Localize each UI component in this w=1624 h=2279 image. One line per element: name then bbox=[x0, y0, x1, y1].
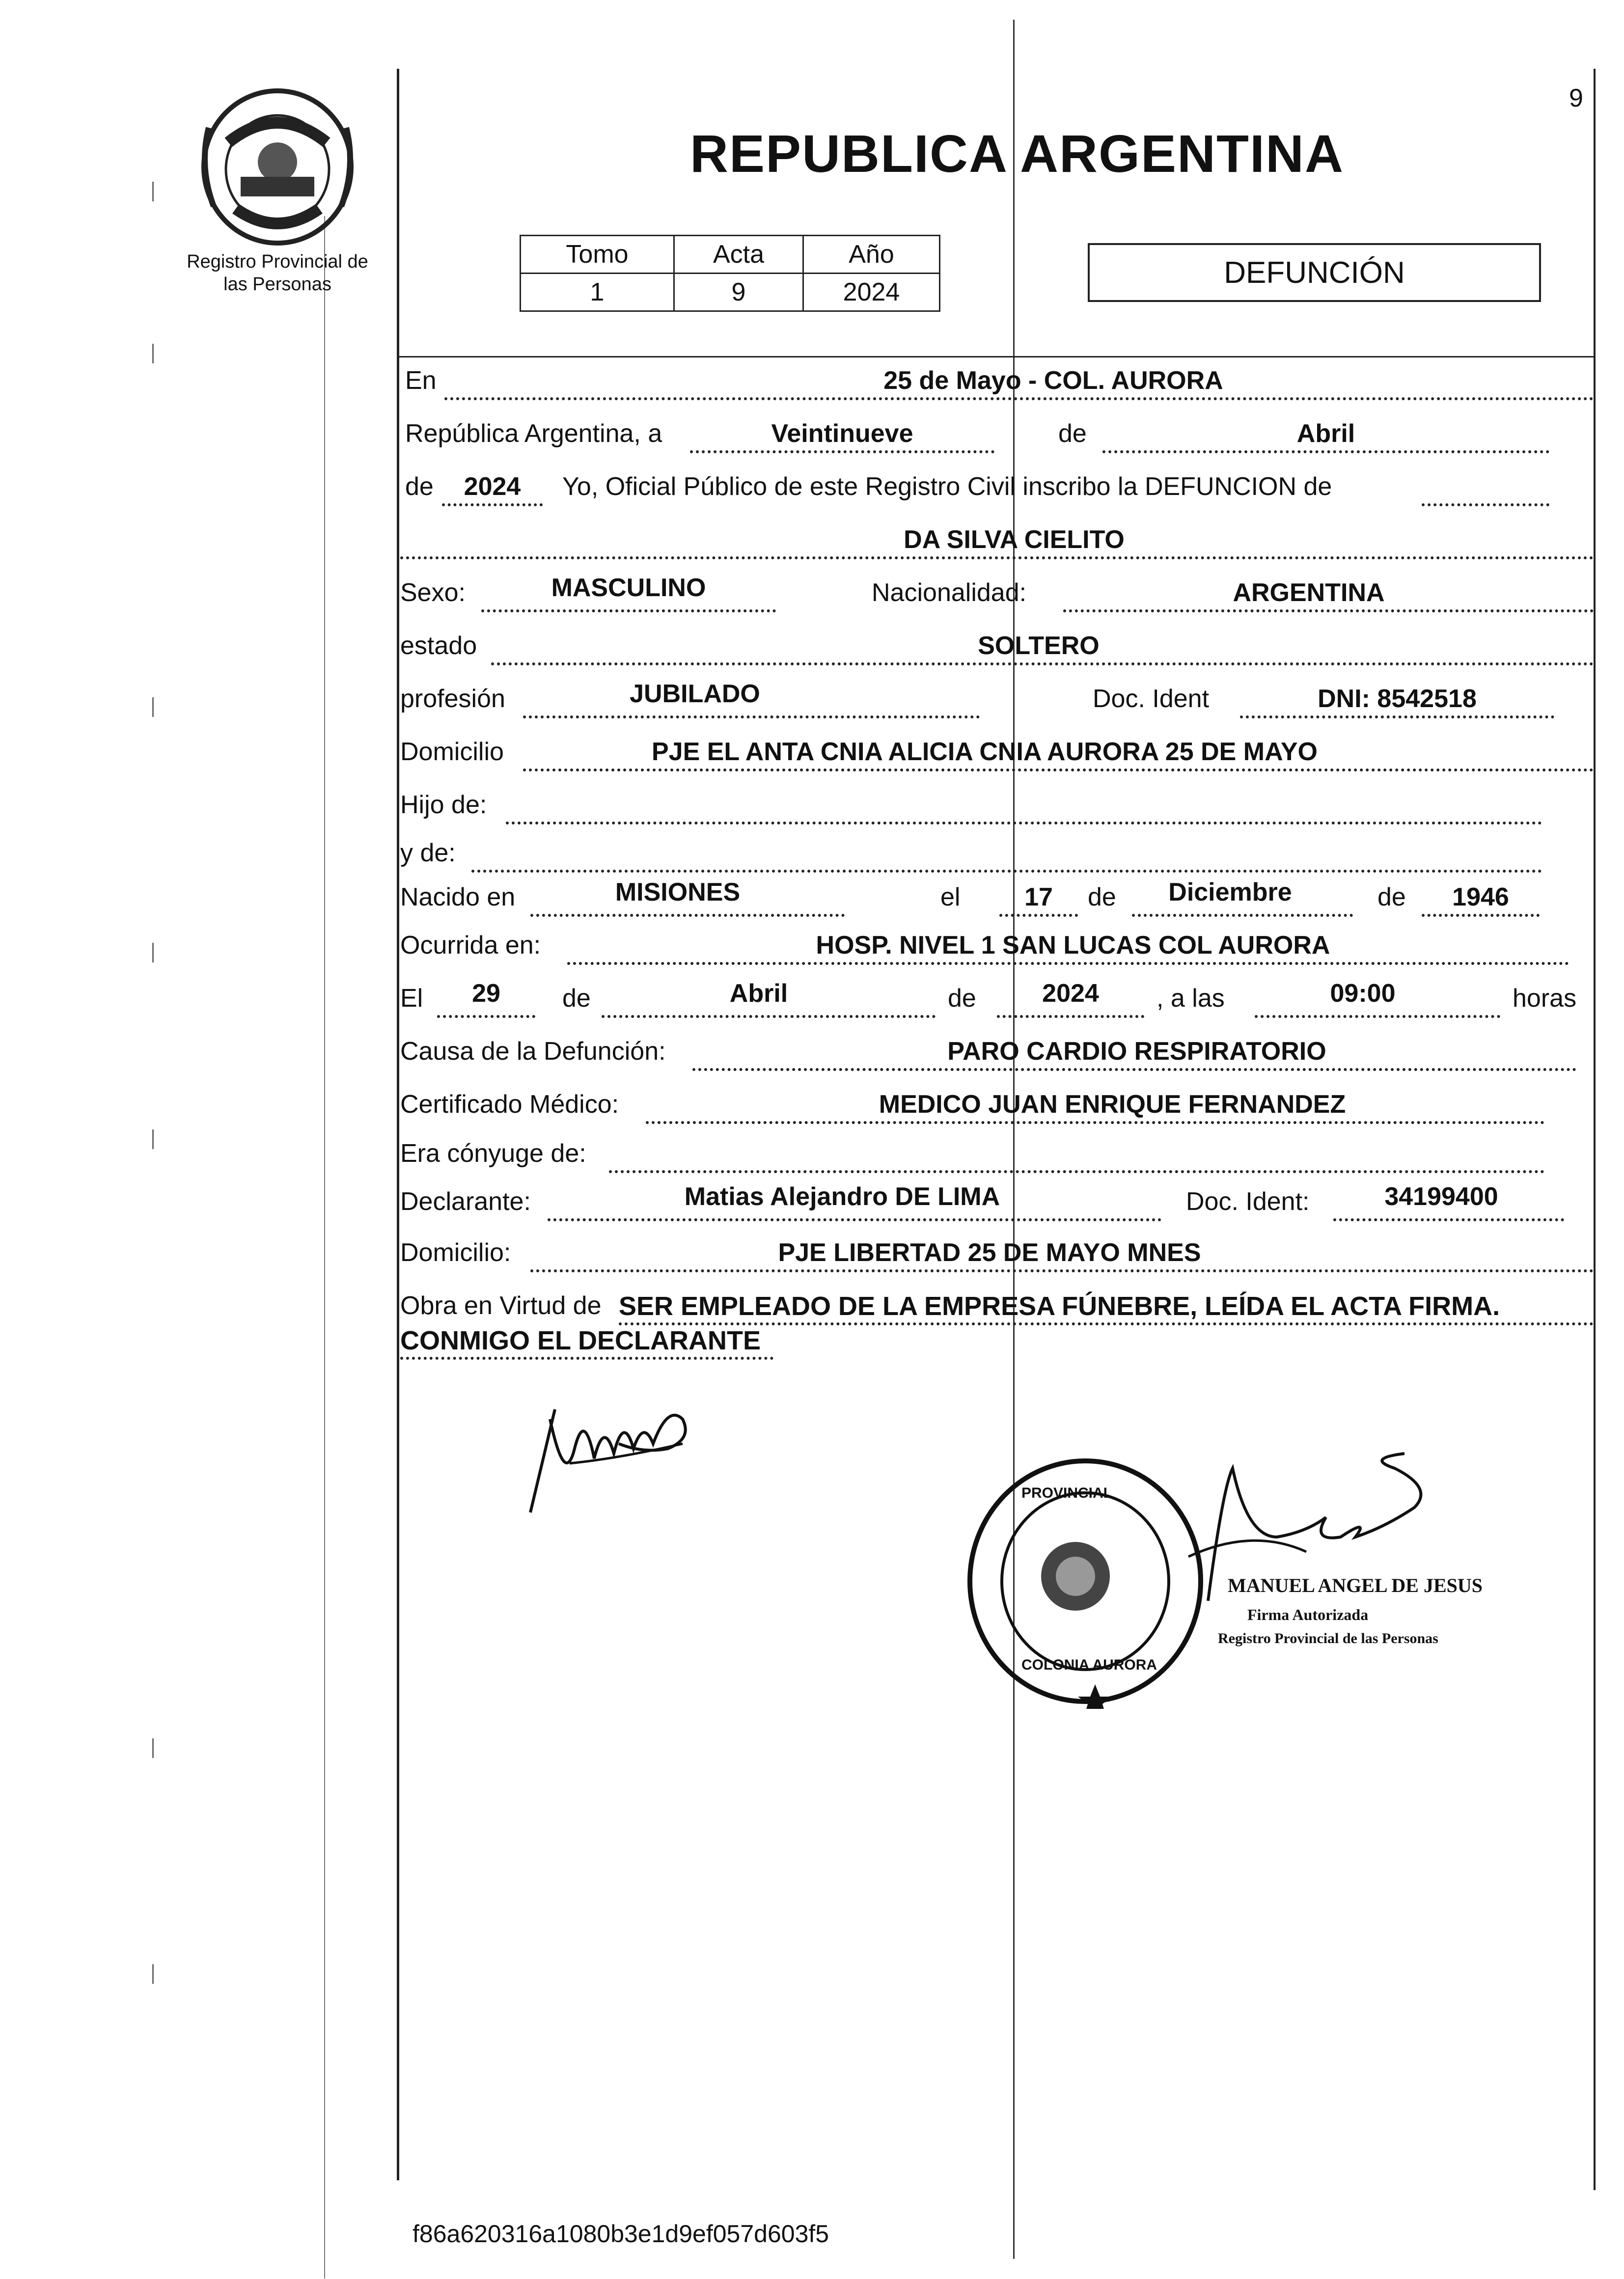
en-value: 25 de Mayo - COL. AURORA bbox=[883, 366, 1223, 395]
left-fold-line bbox=[324, 216, 325, 2279]
nacionalidad-value: ARGENTINA bbox=[1233, 578, 1385, 607]
row-hijo bbox=[400, 790, 1594, 829]
official-org: Registro Provincial de las Personas bbox=[1218, 1630, 1438, 1647]
svg-text:PROVINCIAL: PROVINCIAL bbox=[1021, 1485, 1113, 1501]
birth-de2-label: de bbox=[1377, 883, 1406, 911]
death-de1-label: de bbox=[562, 984, 591, 1013]
margin-tick bbox=[152, 1129, 154, 1149]
hijo-line bbox=[506, 821, 1542, 824]
day-words-value: Veintinueve bbox=[771, 419, 913, 448]
death-year-value: 2024 bbox=[1042, 979, 1099, 1008]
row-conyuge bbox=[400, 1139, 1594, 1178]
death-time-value: 09:00 bbox=[1330, 979, 1396, 1008]
year-line bbox=[442, 502, 543, 506]
certificado-label: Certificado Médico: bbox=[400, 1090, 619, 1119]
anio-header: Año bbox=[803, 236, 940, 274]
causa-value: PARO CARDIO RESPIRATORIO bbox=[947, 1037, 1326, 1066]
year-value: 2024 bbox=[464, 472, 521, 501]
record-number-table bbox=[520, 235, 940, 312]
domicilio-label: Domicilio bbox=[400, 738, 504, 766]
tomo-header: Tomo bbox=[521, 236, 674, 274]
official-title: Firma Autorizada bbox=[1247, 1606, 1369, 1623]
registry-label bbox=[169, 250, 385, 296]
left-margin-rule bbox=[397, 69, 399, 2180]
profesion-value: JUBILADO bbox=[630, 680, 760, 708]
sexo-line bbox=[481, 608, 776, 612]
birth-month-line bbox=[1132, 913, 1353, 917]
birth-day-line bbox=[999, 913, 1078, 917]
nacionalidad-label: Nacionalidad: bbox=[872, 578, 1027, 607]
obra-line-1 bbox=[619, 1321, 1594, 1325]
header-separator bbox=[399, 356, 1595, 357]
document-hash: f86a620316a1080b3e1d9ef057d603f5 bbox=[413, 2220, 829, 2248]
alas-label: , a las bbox=[1156, 984, 1225, 1013]
row-estado bbox=[400, 631, 1594, 670]
yde-label: y de: bbox=[400, 839, 456, 867]
month-value: Abril bbox=[1296, 419, 1355, 448]
conyuge-line bbox=[609, 1169, 1544, 1173]
official-name: MANUEL ANGEL DE JESUS bbox=[1228, 1574, 1483, 1596]
row-republica bbox=[400, 419, 1594, 458]
horas-label: horas bbox=[1513, 984, 1577, 1013]
row-causa bbox=[400, 1037, 1594, 1076]
estado-label: estado bbox=[400, 632, 477, 660]
margin-tick bbox=[152, 943, 154, 962]
birth-de1-label: de bbox=[1088, 883, 1116, 911]
row-en bbox=[400, 366, 1594, 405]
record-type-label: DEFUNCIÓN bbox=[1224, 255, 1405, 290]
acta-header: Acta bbox=[674, 236, 803, 274]
en-line bbox=[444, 396, 1594, 400]
domicilio-value: PJE EL ANTA CNIA ALICIA CNIA AURORA 25 DE MAYO bbox=[652, 738, 1318, 766]
death-month-line bbox=[602, 1014, 936, 1018]
doc-value: DNI: 8542518 bbox=[1318, 685, 1477, 713]
death-day-value: 29 bbox=[472, 979, 500, 1008]
statement-tail-line bbox=[1422, 502, 1549, 506]
causa-label: Causa de la Defunción: bbox=[400, 1037, 666, 1066]
yde-line bbox=[471, 869, 1542, 873]
de-label: de bbox=[1058, 419, 1087, 448]
margin-tick bbox=[152, 1738, 154, 1758]
official-stamp-icon bbox=[963, 1454, 1208, 1709]
statement-text: Yo, Oficial Público de este Registro Civil inscribo la DEFUNCION de bbox=[562, 472, 1332, 501]
declarant-signature bbox=[521, 1390, 717, 1517]
birth-month-value: Diciembre bbox=[1168, 878, 1292, 906]
province-seal-icon bbox=[194, 83, 361, 250]
nacido-label: Nacido en bbox=[400, 883, 516, 911]
sexo-value: MASCULINO bbox=[551, 574, 706, 602]
nacionalidad-line bbox=[1063, 608, 1594, 612]
day-words-line bbox=[690, 449, 994, 453]
acta-value: 9 bbox=[674, 274, 803, 311]
republica-label: República Argentina, a bbox=[405, 419, 662, 448]
row-deceased-name bbox=[400, 525, 1594, 564]
deceased-name-line bbox=[400, 555, 1594, 559]
margin-tick bbox=[152, 182, 154, 201]
birth-year-line bbox=[1422, 913, 1540, 917]
obra-value-line-2: CONMIGO EL DECLARANTE bbox=[400, 1326, 761, 1355]
domicilio-line bbox=[523, 768, 1594, 771]
certificado-line bbox=[646, 1120, 1544, 1124]
row-ocurrida bbox=[400, 931, 1594, 970]
estado-line bbox=[491, 661, 1594, 665]
month-line bbox=[1102, 449, 1549, 453]
decl-domicilio-label: Domicilio: bbox=[400, 1238, 511, 1267]
death-time-line bbox=[1255, 1014, 1500, 1018]
svg-text:COLONIA AURORA: COLONIA AURORA bbox=[1021, 1657, 1157, 1673]
en-label: En bbox=[405, 366, 437, 395]
registry-line-1: Registro Provincial de bbox=[187, 251, 368, 272]
margin-tick bbox=[152, 344, 154, 363]
row-sexo bbox=[400, 574, 1594, 617]
decl-domicilio-value: PJE LIBERTAD 25 DE MAYO MNES bbox=[778, 1238, 1201, 1267]
doc-line bbox=[1240, 714, 1554, 718]
row-nacido bbox=[400, 878, 1594, 922]
margin-tick bbox=[152, 697, 154, 717]
obra-line-2 bbox=[400, 1356, 773, 1360]
tomo-value: 1 bbox=[521, 274, 674, 311]
margin-tick bbox=[152, 1964, 154, 1984]
doc-label: Doc. Ident bbox=[1093, 685, 1210, 713]
ocurrida-label: Ocurrida en: bbox=[400, 931, 541, 960]
ocurrida-value: HOSP. NIVEL 1 SAN LUCAS COL AURORA bbox=[816, 931, 1330, 960]
death-month-value: Abril bbox=[729, 979, 788, 1008]
sexo-label: Sexo: bbox=[400, 578, 466, 607]
decl-doc-label: Doc. Ident: bbox=[1186, 1187, 1310, 1216]
profesion-label: profesión bbox=[400, 685, 505, 713]
death-day-line bbox=[437, 1014, 535, 1018]
row-obra bbox=[400, 1291, 1594, 1360]
decl-domicilio-line bbox=[530, 1268, 1594, 1272]
row-certificado bbox=[400, 1090, 1594, 1129]
declarante-line bbox=[548, 1217, 1161, 1221]
death-el-label: El bbox=[400, 984, 423, 1013]
estado-value: SOLTERO bbox=[978, 632, 1100, 660]
record-type-box bbox=[1088, 243, 1541, 302]
profesion-line bbox=[523, 714, 980, 718]
page-title: REPUBLICA ARGENTINA bbox=[690, 124, 1344, 183]
decl-doc-line bbox=[1333, 1217, 1564, 1221]
row-death-date bbox=[400, 979, 1594, 1023]
record-table-header-row bbox=[521, 236, 940, 274]
death-year-line bbox=[997, 1014, 1144, 1018]
page-number: 9 bbox=[1569, 84, 1583, 112]
row-year-statement bbox=[400, 472, 1594, 511]
hijo-label: Hijo de: bbox=[400, 791, 487, 819]
declarante-label: Declarante: bbox=[400, 1187, 531, 1216]
conyuge-label: Era cónyuge de: bbox=[400, 1139, 586, 1168]
el-label: el bbox=[940, 883, 961, 911]
registry-line-2: las Personas bbox=[223, 274, 331, 295]
death-de2-label: de bbox=[948, 984, 976, 1013]
deceased-name-value: DA SILVA CIELITO bbox=[904, 525, 1125, 554]
anio-value: 2024 bbox=[803, 274, 940, 311]
decl-doc-value: 34199400 bbox=[1384, 1182, 1498, 1211]
nacido-value: MISIONES bbox=[615, 878, 741, 906]
row-profesion bbox=[400, 680, 1594, 723]
birth-day-value: 17 bbox=[1024, 883, 1053, 911]
causa-line bbox=[692, 1067, 1576, 1071]
ocurrida-line bbox=[567, 961, 1569, 965]
row-domicilio bbox=[400, 737, 1594, 776]
obra-label: Obra en Virtud de bbox=[400, 1291, 602, 1320]
year-prefix-label: de bbox=[405, 472, 434, 501]
row-yde bbox=[400, 838, 1594, 878]
birth-year-value: 1946 bbox=[1452, 883, 1509, 911]
certificado-value: MEDICO JUAN ENRIQUE FERNANDEZ bbox=[879, 1090, 1346, 1119]
declarante-value: Matias Alejandro DE LIMA bbox=[684, 1182, 1000, 1211]
row-decl-domicilio bbox=[400, 1238, 1594, 1277]
nacido-line bbox=[530, 913, 845, 917]
obra-value-line-1: SER EMPLEADO DE LA EMPRESA FÚNEBRE, LEÍDA EL ACTA FIRMA. bbox=[619, 1291, 1500, 1321]
right-margin-rule bbox=[1594, 69, 1596, 2190]
record-table-value-row bbox=[521, 274, 940, 311]
row-declarante bbox=[400, 1182, 1594, 1226]
